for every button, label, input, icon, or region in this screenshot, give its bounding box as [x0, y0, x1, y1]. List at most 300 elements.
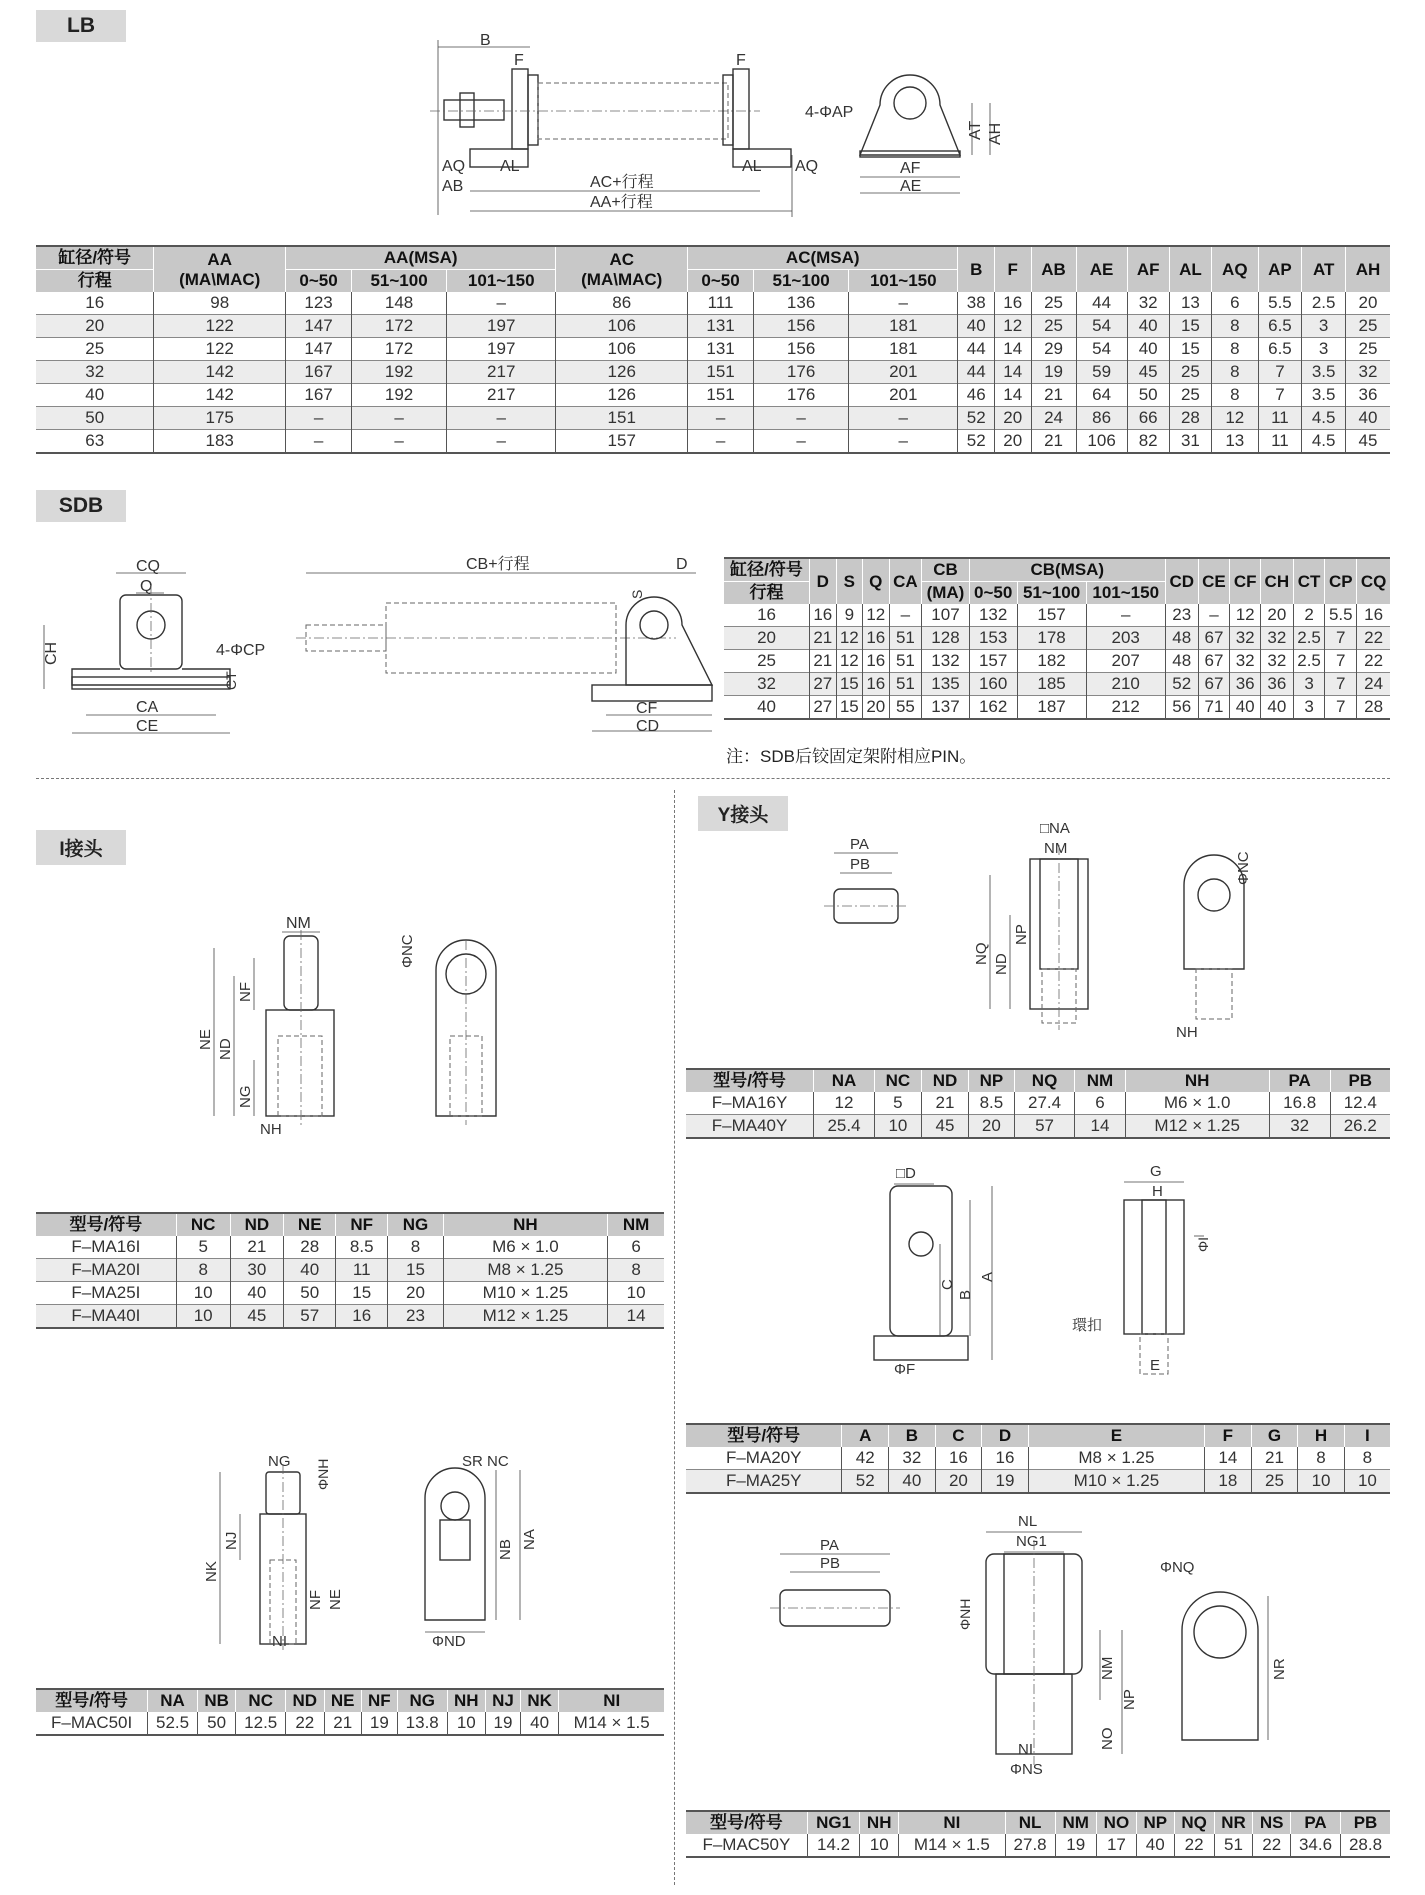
table-cell: 67 — [1198, 627, 1230, 650]
lb-head-aa-sub: (MA\MAC) — [179, 269, 261, 289]
mac-i-dim-srnc: SR NC — [462, 1453, 509, 1470]
table-header-cell: NA — [814, 1069, 875, 1092]
table-cell: 28.8 — [1341, 1834, 1390, 1857]
table-cell: 10 — [860, 1834, 899, 1857]
table-cell: F–MA20Y — [725, 1448, 802, 1467]
table-header-cell: NC — [176, 1213, 230, 1236]
table-cell: 14.2 — [807, 1834, 859, 1857]
table-cell: 3.5 — [1302, 361, 1346, 384]
table-cell: 50 — [284, 1282, 336, 1305]
table-cell: 40 — [520, 1712, 559, 1735]
table-cell: 12.4 — [1330, 1092, 1390, 1115]
lb-head-aq: AQ — [1212, 246, 1259, 292]
section-tag-sdb: SDB — [36, 490, 126, 522]
y3-dim-nm: NM — [1099, 1656, 1116, 1680]
lb-dim-ae: AE — [900, 178, 922, 195]
table-cell: 21 — [810, 650, 837, 673]
table-cell: 7 — [1258, 384, 1302, 407]
table-cell: 45 — [921, 1115, 968, 1139]
table-cell: 20 — [994, 430, 1031, 454]
table-header-cell: PA — [1269, 1069, 1330, 1092]
table-cell: 197 — [447, 315, 556, 338]
table-cell: 7 — [1325, 627, 1357, 650]
table-cell: 22 — [1357, 627, 1390, 650]
table-cell: 126 — [556, 361, 688, 384]
table-cell: 50 — [1127, 384, 1169, 407]
lb-head-al: AL — [1169, 246, 1211, 292]
y2-dim-a: A — [979, 1271, 996, 1282]
table-cell: 15 — [836, 673, 863, 696]
y2-table — [686, 1423, 1390, 1494]
table-cell: 64 — [1076, 384, 1127, 407]
y3-dim-nl: NL — [1018, 1513, 1038, 1530]
table-cell: 86 — [1076, 407, 1127, 430]
table-cell: 181 — [849, 315, 958, 338]
table-cell: 52 — [842, 1470, 889, 1494]
y2-dim-i: ΦI — [1195, 1236, 1211, 1252]
table-header-cell: ND — [230, 1213, 284, 1236]
table-cell: M8 × 1.25 — [443, 1259, 608, 1282]
table-cell: 51 — [889, 650, 922, 673]
table-cell: 86 — [556, 292, 688, 315]
table-cell: 176 — [754, 384, 849, 407]
table-cell: 44 — [958, 338, 995, 361]
table-row — [724, 650, 1390, 673]
table-cell: 63 — [85, 431, 105, 450]
table-cell: 36 — [1260, 673, 1293, 696]
table-cell: 2 — [1293, 604, 1325, 627]
table-cell: 28 — [1357, 696, 1390, 720]
table-cell: F–MA20I — [36, 1259, 176, 1282]
table-cell: 25 — [757, 651, 776, 670]
table-cell: 8 — [1212, 315, 1259, 338]
table-cell: 8 — [176, 1259, 230, 1282]
table-cell: 25 — [85, 339, 105, 358]
table-cell: 6 — [608, 1236, 664, 1259]
lb-head-aa-msa: AA(MSA) — [286, 246, 556, 270]
table-cell: F–MA16Y — [711, 1093, 788, 1112]
y3-dim-pb: PB — [820, 1555, 841, 1572]
table-header-cell: NP — [1136, 1811, 1174, 1834]
section-tag-lb: LB — [36, 10, 126, 42]
table-cell: 16 — [1357, 604, 1390, 627]
mac-i-dim-nd: ΦND — [432, 1633, 466, 1650]
table-row — [724, 627, 1390, 650]
table-cell: 8 — [1212, 338, 1259, 361]
table-cell: M14 × 1.5 — [899, 1834, 1005, 1857]
table-cell: 8.5 — [336, 1236, 388, 1259]
table-cell: 7 — [1325, 673, 1357, 696]
table-cell: 12 — [836, 650, 863, 673]
table-header-cell: D — [982, 1424, 1029, 1447]
table-cell: 7 — [1325, 696, 1357, 720]
table-cell: 19 — [486, 1712, 521, 1735]
table-cell: 32 — [1230, 650, 1261, 673]
y2-table-head — [686, 1424, 1390, 1447]
table-cell: 14 — [1075, 1115, 1125, 1139]
table-row — [36, 1712, 664, 1735]
table-header-cell: 型号/符号 — [686, 1069, 814, 1092]
table-cell: 23 — [388, 1305, 443, 1329]
mac-i-dim-na: NA — [521, 1529, 538, 1550]
table-cell: 12 — [1230, 604, 1261, 627]
table-cell: – — [889, 604, 922, 627]
sdb-head-bore: 缸径/符号 — [724, 558, 810, 582]
table-cell: 25 — [1251, 1470, 1298, 1494]
table-cell: 8.5 — [969, 1092, 1015, 1115]
table-cell: M10 × 1.25 — [1028, 1470, 1204, 1494]
y3-dim-nq: ΦNQ — [1160, 1559, 1195, 1576]
y-dim-pa: PA — [850, 836, 869, 853]
table-cell: 15 — [336, 1282, 388, 1305]
table-cell: 31 — [1169, 430, 1211, 454]
table-cell: 107 — [922, 604, 969, 627]
table-header-cell: B — [889, 1424, 936, 1447]
table-cell: 54 — [1076, 338, 1127, 361]
table-cell: – — [286, 430, 352, 454]
table-cell: 25 — [1346, 315, 1390, 338]
table-cell: 126 — [556, 384, 688, 407]
table-cell: 48 — [1165, 650, 1198, 673]
y2-dim-g: G — [1150, 1163, 1162, 1180]
y-joint-drawing — [810, 815, 1280, 1045]
table-cell: 51 — [889, 627, 922, 650]
table-cell: F–MA25Y — [686, 1470, 842, 1494]
table-cell: 16 — [336, 1305, 388, 1329]
table-cell: 32 — [1346, 361, 1390, 384]
table-cell: 148 — [352, 292, 447, 315]
table-header-cell: NF — [336, 1213, 388, 1236]
mac-i-dim-nf: NF — [307, 1590, 324, 1610]
sdb-dim-d: D — [676, 556, 688, 573]
y3-dim-ns: ΦNS — [1010, 1761, 1043, 1778]
table-header-cell: NF — [361, 1689, 397, 1712]
table-cell: 207 — [1086, 650, 1165, 673]
table-cell: 25.4 — [814, 1115, 875, 1139]
table-cell: 8 — [1344, 1447, 1390, 1470]
table-row — [36, 1282, 664, 1305]
table-cell: 21 — [1031, 430, 1076, 454]
y-dim-pb: PB — [850, 856, 871, 873]
table-cell: 167 — [286, 384, 352, 407]
table-cell: 40 — [1127, 338, 1169, 361]
i-joint-drawing — [180, 910, 540, 1140]
table-cell: 28 — [1169, 407, 1211, 430]
table-cell: 13 — [1212, 430, 1259, 454]
sdb-dim-cf: CF — [636, 700, 658, 717]
lb-head-ah: AH — [1346, 246, 1390, 292]
table-cell: 123 — [286, 292, 352, 315]
table-cell: 45 — [230, 1305, 284, 1329]
table-row — [36, 292, 1390, 315]
table-cell: – — [849, 292, 958, 315]
y-table — [686, 1068, 1390, 1139]
table-cell: 55 — [889, 696, 922, 720]
table-cell: 32 — [36, 361, 154, 384]
table-header-cell: NR — [1214, 1811, 1253, 1834]
table-row — [724, 604, 1390, 627]
table-cell: 22 — [1253, 1834, 1291, 1857]
table-cell: M14 × 1.5 — [559, 1712, 664, 1735]
table-cell: 21 — [810, 627, 837, 650]
table-cell: 176 — [754, 361, 849, 384]
table-cell: 12 — [863, 604, 890, 627]
table-cell: 14 — [994, 384, 1031, 407]
table-cell: 66 — [1127, 407, 1169, 430]
table-cell: 71 — [1198, 696, 1230, 720]
table-cell: 22 — [286, 1712, 325, 1735]
table-cell: 40 — [1230, 696, 1261, 720]
table-cell: 21 — [921, 1092, 968, 1115]
table-cell: 45 — [1346, 430, 1390, 454]
y2-dim-b: B — [957, 1289, 974, 1300]
table-cell: 12.5 — [236, 1712, 286, 1735]
table-cell: M12 × 1.25 — [1125, 1115, 1269, 1139]
lb-dim-b: B — [480, 32, 491, 49]
table-header-cell: PA — [1291, 1811, 1341, 1834]
table-cell: 182 — [1017, 650, 1086, 673]
table-header-cell: 型号/符号 — [36, 1689, 148, 1712]
table-cell: 32 — [1260, 650, 1293, 673]
table-cell: 36 — [1230, 673, 1261, 696]
y3-dim-no: NO — [1099, 1727, 1116, 1750]
y3-dim-np: NP — [1121, 1689, 1138, 1710]
table-cell: F–MAC50I — [50, 1713, 133, 1732]
table-cell: – — [352, 407, 447, 430]
lb-head-f: F — [994, 246, 1031, 292]
lb-table-body — [36, 292, 1390, 453]
sdb-dim-cd: CD — [636, 718, 660, 735]
lb-dim-af: AF — [900, 160, 921, 177]
table-cell: 10 — [1298, 1470, 1345, 1494]
table-cell: 21 — [324, 1712, 361, 1735]
table-header-cell: PB — [1330, 1069, 1390, 1092]
table-cell: 13 — [1169, 292, 1211, 315]
table-cell: 203 — [1086, 627, 1165, 650]
table-cell: F–MA40I — [36, 1305, 176, 1329]
table-header-cell: 型号/符号 — [36, 1213, 176, 1236]
table-cell: 52 — [1165, 673, 1198, 696]
lb-head-aa: AA — [207, 249, 232, 269]
table-cell: 44 — [958, 361, 995, 384]
table-cell: M10 × 1.25 — [443, 1282, 608, 1305]
table-cell: 142 — [154, 361, 286, 384]
table-header-cell: PB — [1341, 1811, 1390, 1834]
table-header-cell: NS — [1253, 1811, 1291, 1834]
table-cell: 20 — [935, 1470, 982, 1494]
y3-dim-ng1: NG1 — [1016, 1533, 1047, 1550]
sdb-table-body — [724, 604, 1390, 719]
table-cell: 21 — [230, 1236, 284, 1259]
table-cell: 16 — [757, 605, 776, 624]
table-cell: 27 — [810, 673, 837, 696]
i-table — [36, 1212, 664, 1329]
table-cell: 217 — [447, 361, 556, 384]
table-cell: 57 — [1014, 1115, 1075, 1139]
y-dim-nh: NH — [1176, 1024, 1198, 1041]
lb-head-bore: 缸径/符号 — [36, 246, 154, 270]
table-cell: 10 — [608, 1282, 664, 1305]
table-cell: 11 — [1258, 407, 1302, 430]
table-cell: 192 — [352, 384, 447, 407]
table-cell: 181 — [849, 338, 958, 361]
table-header-cell: NH — [443, 1213, 608, 1236]
table-cell: 3.5 — [1302, 384, 1346, 407]
table-cell: 16 — [863, 650, 890, 673]
table-cell: 210 — [1086, 673, 1165, 696]
table-row — [36, 1305, 664, 1329]
table-cell: 21 — [1031, 384, 1076, 407]
table-cell: 51 — [889, 673, 922, 696]
table-cell: 135 — [922, 673, 969, 696]
table-cell: 15 — [1169, 315, 1211, 338]
table-cell: 6 — [1075, 1092, 1125, 1115]
table-header-cell: NB — [197, 1689, 236, 1712]
table-row — [36, 315, 1390, 338]
table-cell: 28 — [284, 1236, 336, 1259]
y-joint-drawing-3 — [760, 1510, 1320, 1780]
table-header-cell: E — [1028, 1424, 1204, 1447]
table-cell: 25 — [1031, 292, 1076, 315]
table-header-cell: NA — [148, 1689, 198, 1712]
lb-dim-ah: AH — [987, 122, 1004, 145]
table-cell: 25 — [1031, 315, 1076, 338]
table-cell: 2.5 — [1302, 292, 1346, 315]
table-cell: – — [688, 407, 754, 430]
table-cell: 7 — [1325, 650, 1357, 673]
table-header-cell: NG — [397, 1689, 447, 1712]
lb-dim-aa: AA+行程 — [590, 194, 653, 211]
table-cell: 27.8 — [1005, 1834, 1055, 1857]
table-cell: 8 — [1298, 1447, 1345, 1470]
table-cell: 10 — [176, 1282, 230, 1305]
table-cell: 3 — [1302, 315, 1346, 338]
table-cell: 46 — [958, 384, 995, 407]
table-cell: – — [849, 430, 958, 454]
table-cell: 36 — [1346, 384, 1390, 407]
table-cell: 25 — [1346, 338, 1390, 361]
table-row — [36, 1236, 664, 1259]
horizontal-separator — [36, 778, 1390, 779]
table-row — [36, 407, 1390, 430]
table-cell: 106 — [556, 338, 688, 361]
table-cell: 20 — [36, 315, 154, 338]
table-cell: 40 — [1346, 407, 1390, 430]
sdb-dim-ct: CT — [223, 671, 239, 690]
section-tag-y-joint: Y接头 — [698, 796, 788, 831]
y-joint-drawing-2 — [860, 1160, 1260, 1380]
table-cell: – — [754, 407, 849, 430]
table-cell: 16 — [935, 1447, 982, 1470]
table-header-cell: NI — [559, 1689, 664, 1712]
table-row — [724, 673, 1390, 696]
table-cell: 122 — [154, 338, 286, 361]
table-cell: 19 — [982, 1470, 1029, 1494]
table-cell: 8 — [1212, 361, 1259, 384]
table-cell: 10 — [1344, 1470, 1390, 1494]
table-header-cell: I — [1344, 1424, 1390, 1447]
table-cell: 187 — [1017, 696, 1086, 720]
table-cell: 12 — [814, 1092, 875, 1115]
vertical-separator — [674, 790, 675, 1885]
table-cell: 157 — [1017, 604, 1086, 627]
y-dim-na: □NA — [1040, 820, 1070, 837]
mac-i-drawing — [200, 1450, 560, 1650]
table-cell: 2.5 — [1293, 650, 1325, 673]
table-header-cell: 型号/符号 — [686, 1811, 807, 1834]
table-cell: 156 — [754, 315, 849, 338]
table-cell: 50 — [36, 407, 154, 430]
lb-dim-at: AT — [967, 120, 984, 140]
table-cell: – — [286, 407, 352, 430]
mac-i-dim-nh: ΦNH — [315, 1458, 331, 1490]
table-cell: 38 — [958, 292, 995, 315]
table-cell: 122 — [154, 315, 286, 338]
table-cell: 6.5 — [1258, 315, 1302, 338]
table-cell: – — [447, 292, 556, 315]
lb-dim-ac: AC+行程 — [590, 174, 654, 191]
table-cell: 40 — [284, 1259, 336, 1282]
sdb-table: 缸径/符号 D S Q CA CB CB(MSA) CD CE CF CH CT CP CQ 行程 (MA) 0~50 51~100 101~150 16 16 9 12 – 107 132 157 – 23 – 12 20 2 5.5 16 20 21 12 16 51 128 153 178 203 48 67 32 32 2.5 7 22 25 21 12 16 51 132 157 182 207 48 67 32 32 2.5 7 22 32 27 15 16 51 135 160 185 210 52 67 36 36 3 7 24 40 27 15 20 55 137 162 187 212 56 71 40 40 3 7 28 — [724, 557, 1390, 720]
table-cell: 15 — [836, 696, 863, 720]
table-cell: 20 — [863, 696, 890, 720]
table-cell: 20 — [1346, 292, 1390, 315]
table-cell: F–MA25I — [71, 1283, 141, 1302]
lb-dim-al-right: AL — [742, 158, 762, 175]
table-cell: – — [754, 430, 849, 454]
table-cell: 54 — [1076, 315, 1127, 338]
table-row — [724, 696, 1390, 720]
table-header-cell: NM — [608, 1213, 664, 1236]
i-dim-ng: NG — [237, 1085, 254, 1108]
lb-dim-al-left: AL — [500, 158, 520, 175]
table-row — [36, 384, 1390, 407]
table-cell: 45 — [1127, 361, 1169, 384]
table-row — [686, 1092, 1390, 1115]
lb-dim-aq-right: AQ — [795, 158, 819, 175]
mac-i-dim-ni: NI — [272, 1633, 287, 1650]
table-cell: – — [447, 430, 556, 454]
table-cell: 201 — [849, 384, 958, 407]
table-cell: 40 — [1260, 696, 1293, 720]
table-cell: 40 — [889, 1470, 936, 1494]
table-cell: 27.4 — [1014, 1092, 1075, 1115]
mac-i-dim-ng: NG — [268, 1453, 291, 1470]
y-dim-nd: ND — [993, 953, 1010, 975]
table-cell: 44 — [1076, 292, 1127, 315]
table-cell: 19 — [1055, 1834, 1096, 1857]
table-cell: 160 — [969, 673, 1017, 696]
table-cell: 132 — [922, 650, 969, 673]
table-header-cell: NH — [860, 1811, 899, 1834]
y2-dim-c: C — [939, 1279, 956, 1290]
y3-table-body — [686, 1834, 1390, 1857]
table-cell: 136 — [754, 292, 849, 315]
table-cell: 157 — [556, 430, 688, 454]
table-cell: 16 — [994, 292, 1031, 315]
table-cell: 3 — [1293, 696, 1325, 720]
table-cell: 14 — [608, 1305, 664, 1329]
table-cell: 40 — [230, 1282, 284, 1305]
table-cell: 52 — [958, 430, 995, 454]
lb-head-stroke: 行程 — [36, 270, 154, 293]
table-cell: 17 — [1096, 1834, 1136, 1857]
sdb-dim-q: Q — [140, 578, 153, 595]
table-cell: 10 — [874, 1115, 921, 1139]
table-cell: 50 — [197, 1712, 236, 1735]
table-cell: 32 — [1269, 1115, 1330, 1139]
table-cell: 106 — [1076, 430, 1127, 454]
